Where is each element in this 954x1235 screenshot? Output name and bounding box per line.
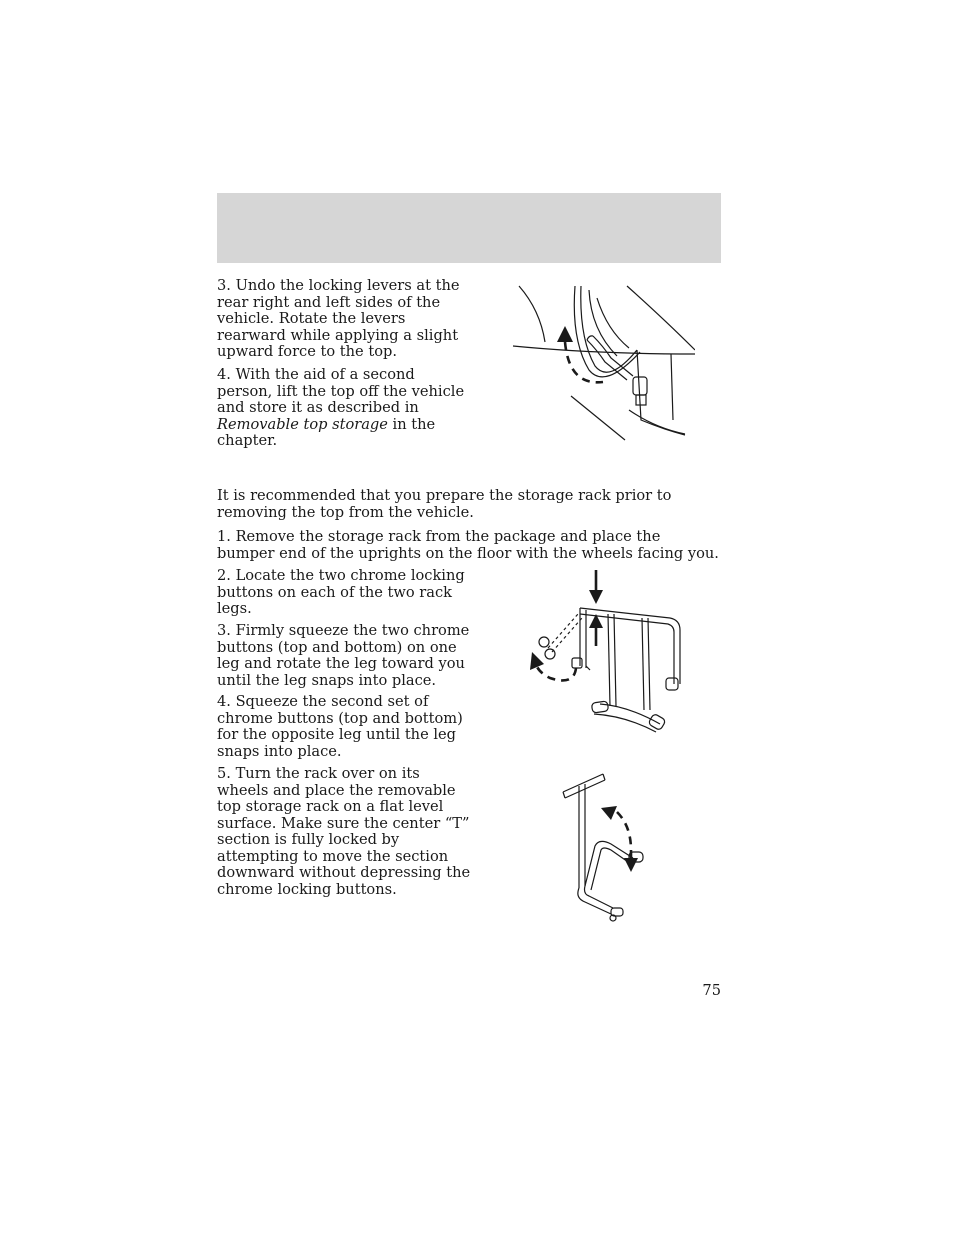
rack-leg-rotation-illustration [520, 566, 700, 738]
rack-intro-text: It is recommended that you prepare the storage rack prior to removing the top from the vehicle. [217, 487, 672, 521]
step3-top-text: 3. Undo the locking levers at the rear right and left sides of the vehicle. Rotate the levers rearward while applying a slight upward force to the top. [217, 277, 460, 360]
step4-top-reference: Removable top storage [217, 415, 388, 433]
rack-t-section-illustration [555, 768, 665, 928]
step4-top-prefix: 4. With the aid of a second person, lift the top off the vehicle and store it as described in [217, 366, 465, 416]
rack-step2-text: 2. Locate the two chrome locking buttons on each of the two rack legs. [217, 567, 465, 617]
page-number: 75 [702, 982, 721, 999]
locking-lever-illustration [505, 280, 695, 445]
rack-step4-text: 4. Squeeze the second set of chrome buttons (top and bottom) for the opposite leg until the leg snaps into place. [217, 693, 463, 760]
rack-step1-text: 1. Remove the storage rack from the package and place the bumper end of the uprights on the floor with the wheels facing you. [217, 528, 719, 562]
step4-top-text [217, 367, 472, 450]
step4-top-suffix: in the chapter. [217, 415, 436, 449]
section-header-band [217, 193, 721, 263]
rack-step5-text: 5. Turn the rack over on its wheels and place the removable top storage rack on a flat level surface. Make sure the center “T” section is fully locked by attempting to move the section downward without depressing the chrome locking buttons. [217, 765, 471, 898]
rack-step3-text: 3. Firmly squeeze the two chrome buttons (top and bottom) on one leg and rotate the leg toward you until the leg snaps into place. [217, 622, 470, 689]
